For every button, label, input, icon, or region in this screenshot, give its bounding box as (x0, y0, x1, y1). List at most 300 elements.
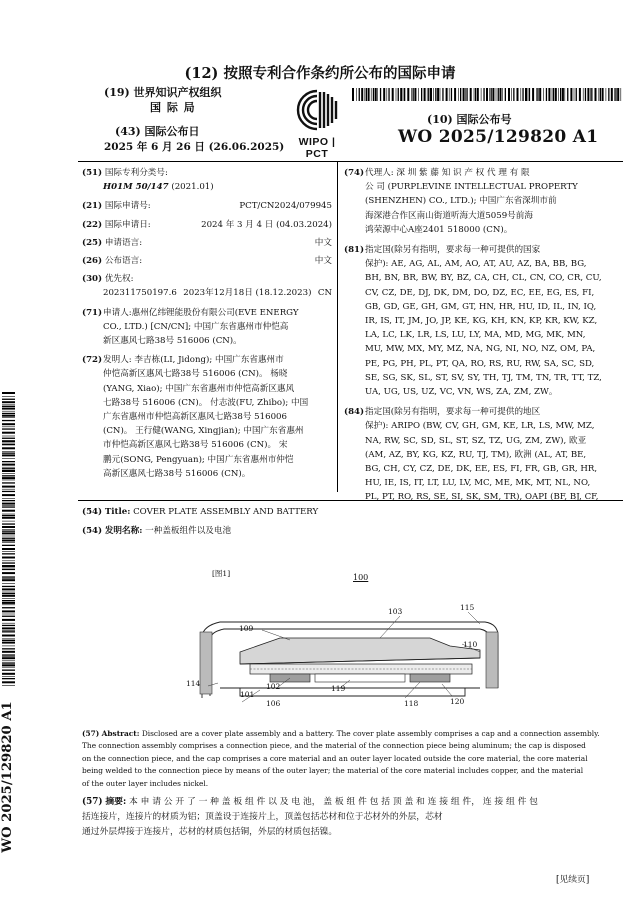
inventor-line: 高新区惠风七路38号 516006 (CN)。 (103, 468, 251, 479)
barcode-bar (383, 88, 385, 101)
barcode-bar (371, 88, 372, 101)
barcode-bar (585, 88, 586, 101)
barcode-bar (2, 646, 15, 647)
field-30-label: 优先权: (104, 274, 134, 285)
inventor-line: 广东省惠州市仲恺高新区惠风七路38号 516006 (103, 412, 287, 423)
barcode-bar (2, 480, 15, 481)
barcode-bar (529, 88, 530, 101)
barcode-bar (368, 88, 370, 101)
barcode-bar (430, 88, 432, 101)
barcode-bar (595, 88, 597, 101)
regional-line: HU, IE, IS, IT, LT, LU, LV, MC, ME, MK, MT, NL, NO, (365, 478, 591, 489)
field-26-label: 公布语言: (104, 256, 143, 267)
barcode-bar (2, 576, 15, 577)
regional-line: NA, RW, SC, SD, SL, ST, SZ, TZ, UG, ZM, ZW), 欧亚 (365, 435, 587, 446)
barcode-bar (2, 654, 15, 655)
barcode-bar (2, 406, 15, 407)
barcode-bar (2, 592, 15, 593)
designated-line: 指定国(除另有指明，要求每一种可提供的国家 (365, 245, 541, 256)
barcode-bar (449, 88, 450, 101)
figure-label-115: 115 (460, 603, 475, 612)
barcode-bar (2, 536, 15, 537)
field-72-code: (72) (82, 355, 103, 366)
barcode-bar (463, 88, 465, 101)
barcode-bar (2, 408, 15, 410)
title-en-code: (54) (82, 507, 103, 517)
barcode-bar (2, 610, 15, 612)
barcode-bar (2, 494, 15, 496)
field-81-code: (81) (344, 245, 365, 256)
abstract-en-line: on the connection piece, and the cap comprises a core material and an outer layer located outside the core material, the core material (82, 753, 588, 763)
publication-language: 中文 (314, 256, 332, 267)
barcode-bar (2, 482, 15, 483)
barcode-bar (2, 540, 15, 542)
barcode-bar (2, 468, 15, 469)
barcode-bar (539, 88, 541, 101)
barcode-bar (617, 88, 619, 101)
barcode-bar (522, 88, 523, 101)
barcode-bar (2, 413, 15, 414)
inventor-line: 市仲恺高新区惠风七路38号 516006 (CN)。 宋 (103, 440, 288, 451)
barcode-bar (528, 88, 529, 101)
barcode-bar (2, 514, 15, 515)
barcode-bar (2, 569, 15, 570)
barcode-bar (2, 598, 15, 599)
barcode-bar (2, 506, 15, 507)
barcode-bar (537, 88, 538, 101)
abstract-en-line: Disclosed are a cover plate assembly and a battery. The cover plate assembly comprises a cap and a connection assembly. (141, 729, 600, 738)
header-rule (78, 161, 623, 162)
field-21-code: (21) (82, 201, 103, 212)
barcode-bar (2, 396, 15, 397)
barcode-bar (2, 432, 15, 434)
barcode-bar (458, 88, 459, 101)
barcode-bar (602, 88, 604, 101)
title-en-text: COVER PLATE ASSEMBLY AND BATTERY (133, 507, 319, 517)
figure-label-118: 118 (404, 699, 419, 708)
applicant-line: CO., LTD.) [CN/CN]; 中国广东省惠州市仲恺高 (103, 321, 289, 332)
barcode-bar (2, 586, 15, 587)
barcode-bar (548, 88, 550, 101)
barcode-bar (387, 88, 388, 101)
barcode-bar (428, 88, 429, 101)
center-block (315, 674, 405, 682)
barcode-bar (2, 475, 15, 476)
barcode-bar (2, 510, 15, 512)
abstract-en-line: of the outer layer includes nickel. (82, 778, 209, 788)
barcode-bar (2, 467, 15, 468)
inventor-line: 七路38号 516006 (CN)。 付志波(FU, Zhibo); 中国 (103, 397, 309, 408)
barcode-bar (365, 88, 366, 101)
barcode-bar (366, 88, 367, 101)
barcode-bar (2, 568, 15, 569)
abstract-zh-line: 本 申 请 公 开 了 一 种 盖 板 组 件 以 及 电 池， 盖 板 组 件 包 括 顶 盖 和 连 接 组 件， 连 接 组 件 包 (129, 797, 538, 807)
barcode-bar (560, 88, 561, 101)
barcode-bar (2, 639, 15, 640)
barcode-bar (498, 88, 499, 101)
barcode-bar (2, 565, 15, 567)
regional-line: BG, CH, CY, CZ, DE, DK, EE, ES, FI, FR, GB, GR, HR, (365, 464, 598, 475)
barcode-bar (2, 420, 15, 421)
field-84-code: (84) (344, 407, 365, 418)
barcode-bar (2, 447, 15, 449)
org-bureau: 国 际 局 (150, 101, 196, 114)
barcode-bar (361, 88, 363, 101)
barcode-bar (591, 88, 592, 101)
designated-line: BH, BN, BR, BW, BY, BZ, CA, CH, CL, CN, CO, CR, CU, (365, 273, 602, 284)
figure-label-120: 120 (450, 697, 465, 706)
barcode-bar (414, 88, 416, 101)
agent-line: 代理人: 深 圳 紫 藤 知 识 产 权 代 理 有 限 (365, 168, 530, 178)
filing-date: 2024 年 3 月 4 日 (04.03.2024) (201, 219, 332, 230)
inventor-line: (YANG, Xiao); 中国广东省惠州市仲恺高新区惠风 (103, 383, 295, 394)
barcode-bar (521, 88, 522, 101)
inventor-line: (CN)。 王行健(WANG, Xingjian); 中国广东省惠州 (103, 426, 304, 437)
barcode-bar (2, 640, 15, 641)
title-en-label: Title: (104, 507, 131, 517)
agent-line: 鸿荣源中心A座2401 518000 (CN)。 (365, 224, 513, 235)
barcode-bar (496, 88, 497, 101)
barcode-bar (2, 444, 15, 445)
barcode-bar (437, 88, 439, 101)
application-number: PCT/CN2024/079945 (239, 201, 332, 212)
barcode-bar (2, 486, 15, 488)
barcode-bar (502, 88, 503, 101)
barcode-bar (2, 526, 15, 528)
barcode-bar (2, 491, 15, 492)
barcode-bar (440, 88, 441, 101)
barcode-bar (513, 88, 514, 101)
barcode-bar (2, 607, 15, 608)
document-title: (12) 按照专利合作条约所公布的国际申请 (184, 65, 456, 82)
barcode-bar (2, 551, 15, 552)
barcode-bar (396, 88, 397, 101)
agent-line: (SHENZHEN) CO., LTD.); 中国广东省深圳市前 (365, 196, 557, 207)
designated-line: UA, UG, US, UZ, VC, VN, WS, ZA, ZM, ZW。 (365, 387, 558, 398)
barcode-bar (407, 88, 409, 101)
barcode-bar (470, 88, 472, 101)
barcode-bar (2, 428, 15, 429)
barcode-bar (392, 88, 394, 101)
barcode-bar (2, 464, 15, 466)
barcode-bar (2, 443, 15, 444)
weld-block-right (410, 674, 450, 682)
continued-marker: [见续页] (556, 875, 590, 885)
priority-date: 2023年12月18日 (18.12.2023) (183, 288, 312, 299)
barcode-bar (2, 458, 15, 459)
priority-country: CN (317, 288, 332, 299)
barcode-bar (477, 88, 479, 101)
designated-line: LA, LC, LK, LR, LS, LU, LY, MA, MD, MG, MK, MN, (365, 330, 586, 341)
field-25-label: 申请语言: (104, 237, 143, 248)
barcode-bar (2, 392, 15, 394)
barcode-bar (2, 521, 15, 522)
barcode-bar (553, 88, 554, 101)
barcode-bar (411, 88, 412, 101)
field-30-code: (30) (82, 274, 103, 285)
barcode-bar (552, 88, 553, 101)
applicant-block (103, 306, 299, 349)
agent-block (365, 166, 578, 237)
barcode-bar (2, 423, 15, 425)
barcode-bar (2, 538, 15, 539)
barcode-bar (2, 588, 15, 590)
barcode-bar (621, 88, 622, 101)
barcode-bar (489, 88, 490, 101)
inventor-block (103, 353, 308, 481)
barcode-bar (2, 498, 15, 499)
barcode-bar (505, 88, 506, 101)
field-71-code: (71) (82, 307, 103, 318)
field-22-code: (22) (82, 219, 103, 230)
abstract-zh-line: 括连接片，连接片的材质为铝；顶盖设于连接片上，顶盖包括芯材和位于芯材外的外层，芯材 (82, 812, 443, 822)
housing-wall-right (486, 632, 498, 688)
designated-line: CV, CZ, DE, DJ, DK, DM, DO, DZ, EC, EE, EG, ES, FI, (365, 287, 595, 298)
barcode-bar (2, 623, 15, 624)
barcode-bar (403, 88, 404, 101)
barcode-bar (525, 88, 527, 101)
title-zh-text: 一种盖板组件以及电池 (145, 526, 232, 536)
barcode-bar (2, 593, 15, 594)
barcode-bar (508, 88, 510, 101)
barcode-bar (2, 438, 15, 439)
barcode-bar (2, 529, 15, 530)
barcode-bar (562, 88, 564, 101)
barcode-top (352, 88, 622, 101)
barcode-bar (555, 88, 557, 101)
field-51-code: (51) (82, 168, 103, 178)
pub-date: 2025 年 6 月 26 日 (26.06.2025) (104, 141, 285, 153)
barcode-bar (608, 88, 609, 101)
barcode-bar (2, 427, 15, 428)
ipc-year: (2021.01) (171, 182, 214, 193)
barcode-bar (543, 88, 544, 101)
left-column (82, 166, 332, 481)
barcode-bar (474, 88, 475, 101)
agent-line: 公 司 (PURPLEVINE INTELLECTUAL PROPERTY (365, 182, 578, 193)
barcode-bar (2, 651, 15, 653)
barcode-bar (2, 625, 15, 626)
barcode-bar (2, 616, 15, 617)
barcode-bar (574, 88, 575, 101)
barcode-bar (2, 503, 15, 505)
barcode-bar (435, 88, 436, 101)
barcode-bar (460, 88, 461, 101)
title-zh-code: (54) (82, 526, 103, 536)
ipc-class: H01M 50/147 (103, 182, 169, 193)
barcode-bar (373, 88, 374, 101)
barcode-bar (388, 88, 389, 101)
title-zh-label: 发明名称: (104, 526, 143, 536)
barcode-bar (2, 517, 15, 519)
side-pub-number: WO 2025/129820 A1 (0, 701, 15, 853)
barcode-bar (2, 648, 15, 649)
figure-label-109: 109 (239, 624, 254, 633)
barcode-bar (2, 542, 15, 543)
org-name: (19) 世界知识产权组织 (104, 86, 222, 99)
barcode-bar (442, 88, 443, 101)
barcode-bar (2, 614, 15, 615)
wipo-logo-text: WIPO | PCT (298, 136, 336, 160)
barcode-bar (2, 619, 15, 621)
barcode-bar (2, 553, 15, 554)
figure-ref-main: 100 (353, 573, 369, 582)
barcode-bar (2, 572, 15, 574)
barcode-bar (398, 88, 399, 101)
barcode-bar (2, 477, 15, 479)
barcode-bar (413, 88, 414, 101)
barcode-bar (587, 88, 589, 101)
barcode-bar (356, 88, 357, 101)
regional-line: 保护): ARIPO (BW, CV, GH, GM, KE, LR, LS, MW, MZ, (365, 421, 595, 432)
barcode-bar (491, 88, 492, 101)
barcode-bar (475, 88, 476, 101)
field-51-label: 国际专利分类号: (104, 168, 168, 178)
pub-number: WO 2025/129820 A1 (398, 127, 599, 147)
designated-line: GB, GD, GE, GH, GM, GT, HN, HR, HU, ID, IL, IN, IQ, (365, 301, 597, 312)
barcode-bar (2, 602, 15, 604)
barcode-bar (2, 562, 15, 563)
regional-line: (AM, AZ, BY, KG, KZ, RU, TJ, TM), 欧洲 (AL, AT, BE, (365, 449, 587, 460)
pub-number-label: (10) 国际公布号 (427, 113, 512, 126)
barcode-bar (2, 630, 15, 631)
barcode-bar (2, 451, 15, 452)
barcode-bar (466, 88, 467, 101)
barcode-bar (500, 88, 502, 101)
barcode-bar (2, 531, 15, 532)
barcode-bar (2, 470, 15, 472)
barcode-bar (2, 453, 15, 454)
barcode-bar (611, 88, 613, 101)
barcode-bar (2, 635, 15, 637)
barcode-bar (2, 532, 15, 534)
field-74-code: (74) (344, 168, 365, 178)
barcode-bar (2, 583, 15, 584)
barcode-bar (375, 88, 377, 101)
barcode-bar (2, 473, 15, 474)
barcode-bar (2, 627, 15, 629)
barcode-bar (2, 505, 15, 506)
cap-layer (240, 638, 480, 664)
barcode-bar (546, 88, 547, 101)
abstract-en (82, 728, 626, 790)
barcode-bar (454, 88, 456, 101)
barcode-bar (359, 88, 360, 101)
abstract-en-line: being welded to the connection piece by means of the outer layer; the material of the core material includes copper, and the material (82, 766, 584, 776)
barcode-bar (615, 88, 616, 101)
title-en (82, 505, 318, 519)
barcode-bar (599, 88, 600, 101)
barcode-bar (483, 88, 484, 101)
barcode-bar (418, 88, 419, 101)
barcode-bar (2, 436, 15, 437)
column-divider (337, 162, 338, 492)
barcode-bar (2, 454, 15, 456)
inventor-line: 鹏元(SONG, Pengyuan); 中国广东省惠州市仲恺 (103, 454, 294, 465)
abstract-en-code: (57) (82, 729, 100, 738)
field-25-code: (25) (82, 237, 103, 248)
abstract-en-line: The connection assembly comprises a connection piece, and the material of the connection piece being aluminum; the cap is disposed (82, 741, 586, 751)
barcode-bar (377, 88, 378, 101)
barcode-bar (567, 88, 568, 101)
barcode-bar (511, 88, 512, 101)
abstract-zh-line: 通过外层焊接于连接片，芯材的材质包括铜，外层的材质包括镍。 (82, 827, 338, 837)
designated-line: SE, SG, SK, SL, ST, SV, SY, TH, TJ, TM, TN, TR, TT, TZ, (365, 372, 602, 383)
barcode-bar (2, 401, 15, 403)
barcode-bar (352, 88, 354, 101)
designated-line: MU, MW, MX, MY, MZ, NA, NG, NI, NO, NZ, OM, PA, (365, 344, 596, 355)
barcode-bar (2, 440, 15, 442)
barcode-side (2, 392, 15, 687)
barcode-bar (2, 461, 15, 462)
barcode-bar (2, 605, 15, 606)
barcode-bar (427, 88, 428, 101)
barcode-bar (2, 415, 15, 417)
barcode-bar (2, 631, 15, 632)
barcode-bar (2, 500, 15, 501)
regional-states-block (365, 405, 599, 504)
barcode-bar (2, 405, 15, 406)
figure-label-103: 103 (388, 607, 403, 616)
barcode-bar (2, 600, 15, 601)
abstract-zh (82, 795, 626, 840)
figure-label-114: 114 (186, 679, 201, 688)
barcode-bar (576, 88, 577, 101)
barcode-bar (2, 561, 15, 562)
wipo-emblem-icon (286, 86, 348, 134)
regional-line: 指定国(除另有指明，要求每一种可提供的地区 (365, 407, 541, 418)
barcode-bar (600, 88, 601, 101)
barcode-bar (2, 489, 15, 490)
barcode-bar (481, 88, 482, 101)
figure-caption: [图1] (212, 569, 231, 578)
barcode-bar (606, 88, 607, 101)
barcode-bar (2, 411, 15, 412)
barcode-bar (421, 88, 422, 101)
barcode-bar (558, 88, 559, 101)
barcode-bar (404, 88, 405, 101)
applicant-line: 新区惠风七路38号 516006 (CN)。 (103, 336, 242, 347)
title-rule (78, 500, 623, 501)
barcode-bar (2, 595, 15, 597)
pub-date-label: (43) 国际公布日 (115, 125, 200, 138)
designated-line: IR, IS, IT, JM, JO, JP, KE, KG, KH, KN, KP, KR, KW, KZ, (365, 316, 598, 327)
designated-states-block (365, 243, 602, 399)
barcode-bar (486, 88, 488, 101)
abstract-zh-code: (57) (82, 797, 103, 807)
barcode-bar (451, 88, 452, 101)
barcode-bar (2, 557, 15, 559)
barcode-bar (2, 515, 15, 516)
barcode-bar (570, 88, 572, 101)
barcode-bar (2, 399, 15, 400)
barcode-bar (565, 88, 566, 101)
figure-label-101: 101 (240, 690, 255, 699)
barcode-bar (465, 88, 466, 101)
barcode-bar (583, 88, 584, 101)
barcode-bar (532, 88, 534, 101)
barcode-bar (614, 88, 615, 101)
designated-line: PE, PG, PH, PL, PT, QA, RO, RS, RU, RW, SA, SC, SD, (365, 358, 595, 369)
figure-label-119: 119 (331, 684, 346, 693)
field-26-code: (26) (82, 256, 103, 267)
barcode-bar (2, 417, 15, 418)
regional-line: PL, PT, RO, RS, SE, SI, SK, SM, TR), OAPI (BF, BJ, CF, (365, 492, 599, 503)
barcode-bar (2, 523, 15, 524)
agent-line: 海深港合作区南山街道听海大道5059号前海 (365, 210, 533, 221)
title-zh (82, 524, 231, 538)
barcode-bar (536, 88, 537, 101)
